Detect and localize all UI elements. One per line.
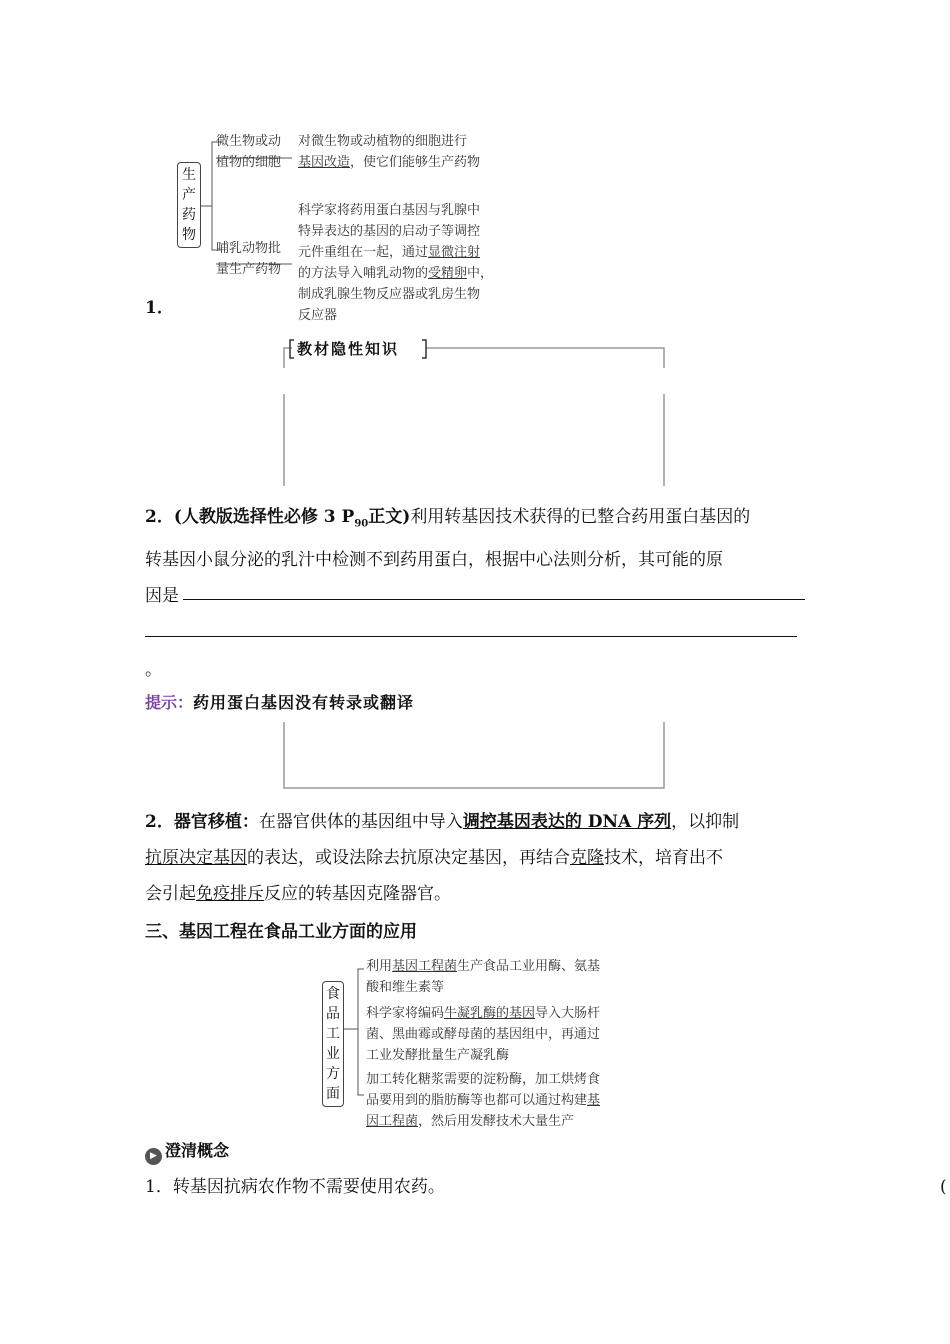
play-circle-icon: ▶ xyxy=(145,1148,162,1165)
diagram1-root: 生产药物 xyxy=(177,162,201,248)
question-2-end: 。 xyxy=(145,660,162,680)
answer-line-1[interactable] xyxy=(183,599,805,600)
question-2: 2．(人教版选择性必修 3 $P_{90}$正文)利用转基因技术获得的已整合药用蛋白基因的 转基因小鼠分泌的乳汁中检测不到药用蛋白，根据中心法则分析，其可能的原 因是 xyxy=(145,507,751,607)
organ-transplant-paragraph: 2．器官移植：在器官供体的基因组中导入调控基因表达的 DNA 序列，以抑制 抗原决定基因的表达，或设法除去抗原决定基因，再结合克隆技术，培育出不 会引起免疫排斥反应的转基因克隆器官。 xyxy=(145,812,740,904)
diagram-food-industry xyxy=(318,955,638,1129)
knowledge-box-title: 教材隐性知识 xyxy=(297,340,400,358)
diagram1-branch2-label: 哺乳动物批 量生产药物 xyxy=(216,241,282,277)
knowledge-box-frame xyxy=(280,336,670,492)
diagram2-item1: 利用基因工程菌生产食品工业用酶、氨基 酸和维生素等 xyxy=(366,959,601,995)
knowledge-box-bottom xyxy=(280,720,670,794)
diagram-produce-drugs xyxy=(170,128,530,323)
item1-number: 1． xyxy=(145,298,174,318)
clarify-item-1: 1．转基因抗病农作物不需要使用农药。 xyxy=(145,1177,445,1197)
diagram2-root: 食品工业方面 xyxy=(322,981,344,1107)
diagram1-branch1-desc: 对微生物或动植物的细胞进行 基因改造，使它们能够生产药物 xyxy=(298,134,481,170)
answer-line-2[interactable] xyxy=(145,636,797,637)
diagram2-item2: 科学家将编码牛凝乳酶的基因导入大肠杆 菌、黑曲霉或酵母菌的基因组中，再通过 工业发酵批量生产凝乳酶 xyxy=(366,1006,601,1063)
diagram1-branch2-desc: 科学家将药用蛋白基因与乳腺中 特异表达的基因的启动子等调控 元件重组在一起，通过显微注射 的方法导入哺乳动物的受精卵中， 制成乳腺生物反应器或乳房生物 反应器 xyxy=(298,203,494,323)
diagram2-item3: 加工转化糖浆需要的淀粉酶，加工烘烤食 品要用到的脂肪酶等也都可以通过构建基 因工程菌，然后用发酵技术大量生产 xyxy=(366,1072,601,1129)
clarify-item-1-paren: ( xyxy=(940,1177,947,1197)
section-3-heading: 三、基因工程在食品工业方面的应用 xyxy=(145,922,417,942)
clarify-heading: ▶ 澄清概念 xyxy=(145,1140,229,1165)
diagram1-branch1-label: 微生物或动 植物的细胞 xyxy=(216,134,282,170)
hint: 提示：药用蛋白基因没有转录或翻译 xyxy=(145,693,415,712)
